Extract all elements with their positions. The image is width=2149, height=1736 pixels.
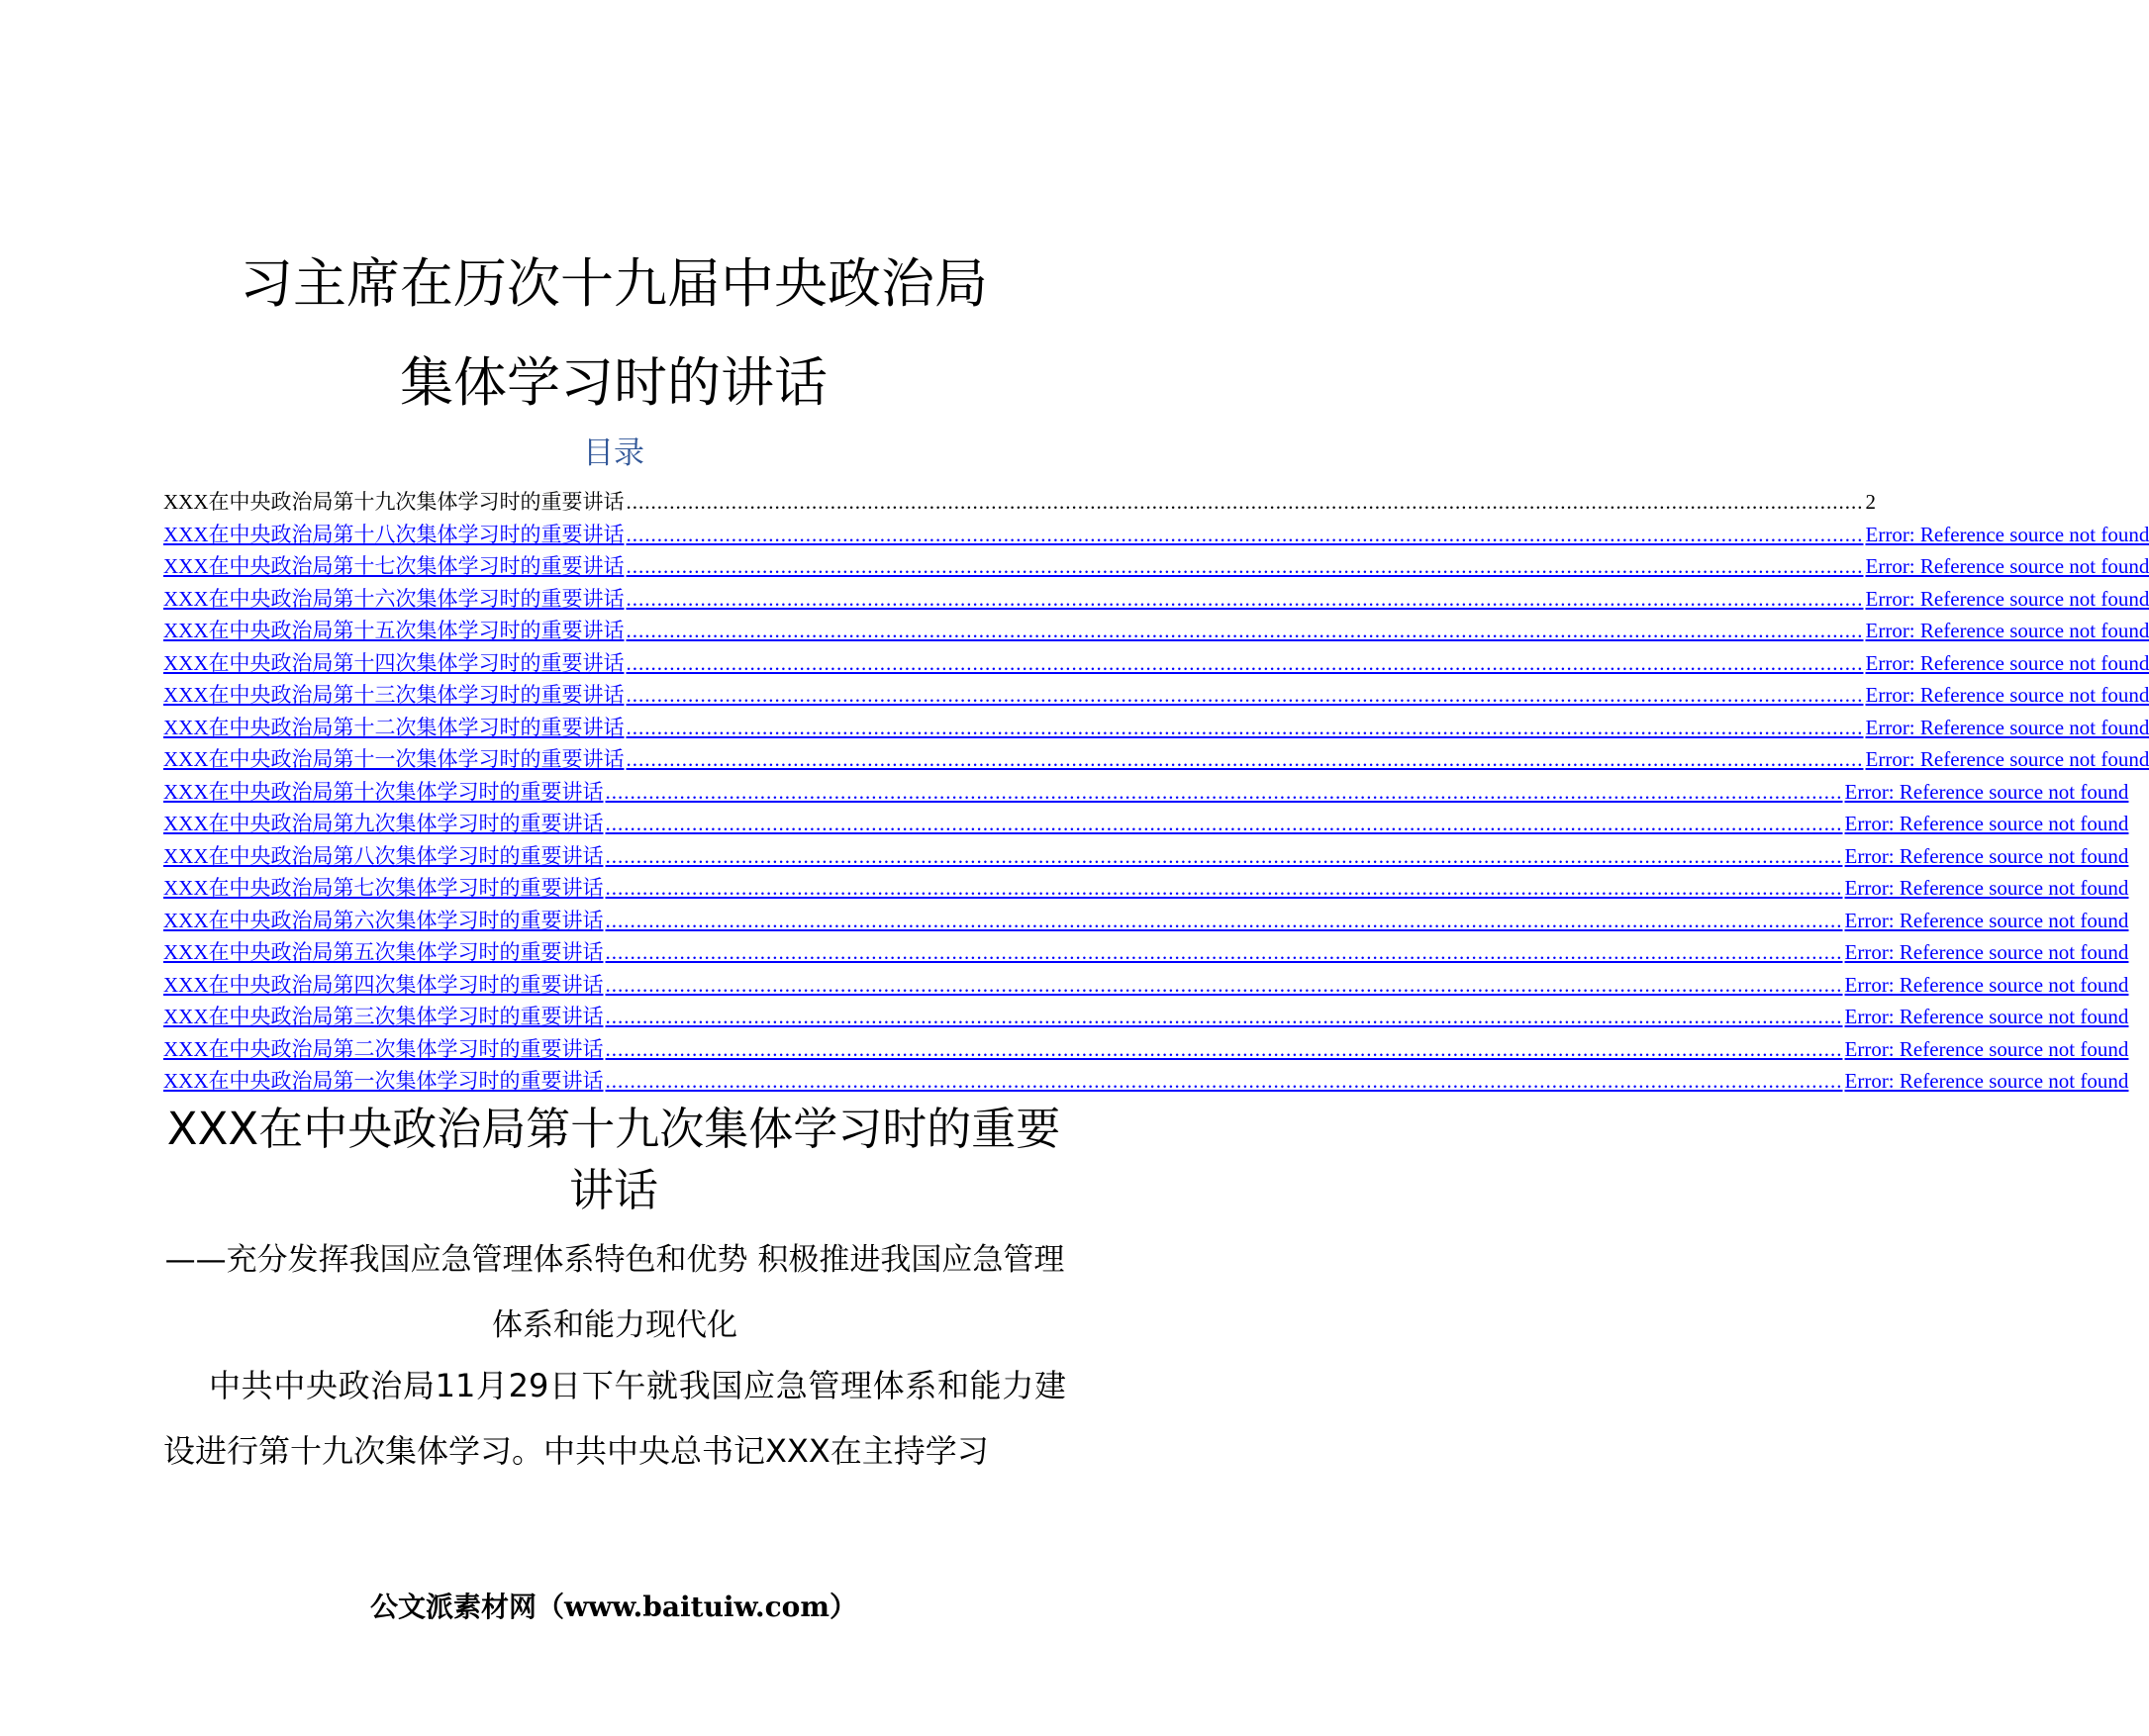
toc-entry[interactable] <box>163 1065 2129 1098</box>
toc-entry[interactable] <box>163 936 2129 969</box>
toc-dot-leader: ........................................................................................................................................................................................................ <box>626 490 1864 514</box>
toc-dot-leader: ........................................................................................................................................................................................................ <box>626 522 1864 546</box>
toc-heading: 目录 <box>583 435 644 471</box>
toc-entry-title: XXX在中央政治局第十七次集体学习时的重要讲话 <box>163 554 625 578</box>
toc-dot-leader: ........................................................................................................................................................................................................ <box>626 650 1864 675</box>
toc-entry-title: XXX在中央政治局第十六次集体学习时的重要讲话 <box>163 586 625 611</box>
toc-entry-title: XXX在中央政治局第三次集体学习时的重要讲话 <box>163 1005 604 1028</box>
toc-dot-leader: ........................................................................................................................................................................................................ <box>626 715 1864 739</box>
toc-entry-page-ref: Error: Reference source not found <box>1865 586 2149 611</box>
toc-entry-page-ref: Error: Reference source not found <box>1865 522 2149 546</box>
section-title: XXX在中央政治局第十九次集体学习时的重要讲话 <box>166 1103 1061 1216</box>
toc-dot-leader: ........................................................................................................................................................................................................ <box>626 586 1864 611</box>
toc-dot-leader: ........................................................................................................................................................................................................ <box>626 683 1864 707</box>
toc-entry-page-ref: Error: Reference source not found <box>1844 1069 2129 1093</box>
toc-entry[interactable] <box>163 840 2129 873</box>
toc-entry-page-ref: Error: Reference source not found <box>1844 940 2129 964</box>
toc-dot-leader: ........................................................................................................................................................................................................ <box>605 1036 1843 1061</box>
toc-entry-title: XXX在中央政治局第九次集体学习时的重要讲话 <box>163 812 604 835</box>
toc-dot-leader: ........................................................................................................................................................................................................ <box>605 779 1843 804</box>
toc-entry-title: XXX在中央政治局第十四次集体学习时的重要讲话 <box>163 650 625 675</box>
toc-entry[interactable] <box>163 550 2149 583</box>
document-title <box>163 235 1064 433</box>
toc-entry-page-ref: Error: Reference source not found <box>1844 876 2129 900</box>
toc-entry-page-ref: Error: Reference source not found <box>1865 683 2149 707</box>
toc-entry-page-ref: Error: Reference source not found <box>1865 619 2149 642</box>
toc-dot-leader: ........................................................................................................................................................................................................ <box>626 747 1864 771</box>
toc-entry-title: XXX在中央政治局第五次集体学习时的重要讲话 <box>163 940 604 964</box>
toc-dot-leader: ........................................................................................................................................................................................................ <box>605 843 1843 868</box>
toc-entry[interactable] <box>163 808 2129 840</box>
toc-entry-title: XXX在中央政治局第七次集体学习时的重要讲话 <box>163 876 604 900</box>
toc-entry-title: XXX在中央政治局第二次集体学习时的重要讲话 <box>163 1036 604 1061</box>
document-title-line-2: 集体学习时的讲话 <box>400 351 828 414</box>
toc-entry[interactable] <box>163 1033 2129 1066</box>
toc-dot-leader: ........................................................................................................................................................................................................ <box>605 1005 1843 1028</box>
toc-dot-leader: ........................................................................................................................................................................................................ <box>605 876 1843 900</box>
toc-entry-page-ref: Error: Reference source not found <box>1844 1036 2129 1061</box>
toc-entry-title: XXX在中央政治局第十一次集体学习时的重要讲话 <box>163 747 625 771</box>
section-subtitle: ——充分发挥我国应急管理体系特色和优势 积极推进我国应急管理体系和能力现代化 <box>164 1242 1065 1343</box>
toc-entry[interactable] <box>163 969 2129 1002</box>
toc-entry-title: XXX在中央政治局第八次集体学习时的重要讲话 <box>163 843 604 868</box>
toc-entry-page-ref: Error: Reference source not found <box>1844 843 2129 868</box>
table-of-contents <box>163 486 2149 1098</box>
toc-dot-leader: ........................................................................................................................................................................................................ <box>605 972 1843 997</box>
toc-entry[interactable] <box>163 583 2149 616</box>
toc-entry-page-ref: Error: Reference source not found <box>1844 972 2129 997</box>
toc-entry[interactable] <box>163 615 2149 647</box>
toc-entry-page-ref: 2 <box>1865 490 1876 514</box>
toc-dot-leader: ........................................................................................................................................................................................................ <box>605 812 1843 835</box>
toc-entry <box>163 486 1876 519</box>
toc-dot-leader: ........................................................................................................................................................................................................ <box>605 1069 1843 1093</box>
toc-entry-page-ref: Error: Reference source not found <box>1865 554 2149 578</box>
toc-entry-title: XXX在中央政治局第十五次集体学习时的重要讲话 <box>163 619 625 642</box>
toc-entry-page-ref: Error: Reference source not found <box>1844 779 2129 804</box>
toc-entry-page-ref: Error: Reference source not found <box>1865 650 2149 675</box>
toc-dot-leader: ........................................................................................................................................................................................................ <box>626 619 1864 642</box>
document-title-line-1: 习主席在历次十九届中央政治局 <box>240 252 988 315</box>
toc-entry-title: XXX在中央政治局第十九次集体学习时的重要讲话 <box>163 490 625 514</box>
toc-dot-leader: ........................................................................................................................................................................................................ <box>605 908 1843 932</box>
toc-entry-title: XXX在中央政治局第四次集体学习时的重要讲话 <box>163 972 604 997</box>
toc-entry-page-ref: Error: Reference source not found <box>1865 747 2149 771</box>
toc-entry-title: XXX在中央政治局第一次集体学习时的重要讲话 <box>163 1069 604 1093</box>
toc-entry-page-ref: Error: Reference source not found <box>1844 908 2129 932</box>
toc-entry-title: XXX在中央政治局第十次集体学习时的重要讲话 <box>163 779 604 804</box>
footer-watermark: 公文派素材网（www.baituiw.com） <box>370 1591 857 1623</box>
toc-dot-leader: ........................................................................................................................................................................................................ <box>626 554 1864 578</box>
toc-entry[interactable] <box>163 712 2149 744</box>
toc-entry-title: XXX在中央政治局第六次集体学习时的重要讲话 <box>163 908 604 932</box>
toc-entry[interactable] <box>163 519 2149 551</box>
toc-entry[interactable] <box>163 1001 2129 1033</box>
toc-entry-title: XXX在中央政治局第十二次集体学习时的重要讲话 <box>163 715 625 739</box>
body-paragraph: 中共中央政治局11月29日下午就我国应急管理体系和能力建设进行第十九次集体学习。中共中央总书记XXX在主持学习 <box>163 1367 1066 1470</box>
toc-entry[interactable] <box>163 872 2129 905</box>
toc-entry-page-ref: Error: Reference source not found <box>1844 812 2129 835</box>
toc-entry-page-ref: Error: Reference source not found <box>1865 715 2149 739</box>
toc-entry-title: XXX在中央政治局第十三次集体学习时的重要讲话 <box>163 683 625 707</box>
toc-entry[interactable] <box>163 743 2149 776</box>
toc-dot-leader: ........................................................................................................................................................................................................ <box>605 940 1843 964</box>
toc-entry-title: XXX在中央政治局第十八次集体学习时的重要讲话 <box>163 522 625 546</box>
toc-entry[interactable] <box>163 905 2129 937</box>
toc-entry[interactable] <box>163 776 2129 809</box>
toc-entry[interactable] <box>163 679 2149 712</box>
toc-entry[interactable] <box>163 647 2149 680</box>
toc-entry-page-ref: Error: Reference source not found <box>1844 1005 2129 1028</box>
